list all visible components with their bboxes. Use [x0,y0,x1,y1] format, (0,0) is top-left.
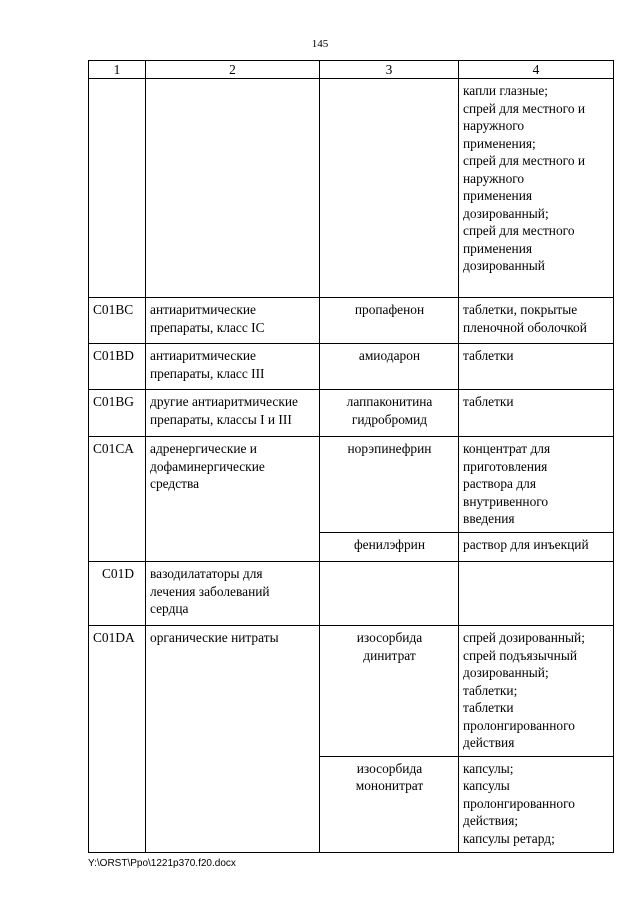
dosage-form-cell [459,437,614,533]
drug-table [88,60,614,853]
group-cell [146,79,320,298]
inn-cell [320,390,459,437]
dosage-form-cell [459,344,614,390]
dosage-form-cell [459,626,614,757]
column-header: 2 [146,61,320,79]
group-line: антиаритмические [150,302,256,317]
dosage-form-line: пленочной оболочкой [463,319,587,335]
group-line: препараты, класс IC [150,319,265,335]
dosage-form-line: таблетки, покрытые [463,302,578,317]
group-cell [146,344,320,390]
atc-code-cell: C01BD [89,344,146,390]
inn-line: норэпинефрин [347,441,432,456]
inn-line: фенилэфрин [353,537,425,552]
table-row [89,437,614,533]
table-row [89,344,614,390]
dosage-form-line: действия [463,735,515,750]
dosage-form-cell [459,562,614,626]
inn-cell [320,756,459,852]
dosage-form-line: таблетки [463,700,514,715]
group-line: препараты, классы I и III [150,411,292,427]
dosage-form-cell [459,533,614,562]
inn-cell [320,626,459,757]
dosage-form-line: спрей для местного и [463,100,586,116]
table-header-row [89,61,614,79]
group-line: антиаритмические [150,348,256,363]
dosage-form-line: таблетки [463,348,514,363]
inn-cell [320,79,459,298]
inn-line: амиодарон [358,348,421,363]
dosage-form-line: капсулы; [463,760,514,776]
dosage-form-line: таблетки; [463,682,518,698]
dosage-form-line: наружного [463,170,525,186]
dosage-form-line: спрей дозированный; [463,630,585,645]
group-cell [146,390,320,437]
inn-line: изосорбида [356,760,423,776]
table-row [89,298,614,344]
group-cell [146,562,320,626]
dosage-form-cell [459,390,614,437]
atc-code-cell: C01D [89,562,146,626]
inn-line: пропафенон [354,302,425,317]
page-number: 145 [311,38,329,50]
dosage-form-line: раствор для инъекций [463,537,589,552]
table-row [89,626,614,757]
inn-cell [320,298,459,344]
dosage-form-line: применения [463,188,533,203]
atc-code-cell: C01BG [89,390,146,437]
dosage-form-line: дозированный; [463,665,549,680]
dosage-form-line: пролонгированного [463,795,575,811]
atc-code-cell [89,79,146,298]
dosage-form-cell [459,298,614,344]
dosage-form-line: капли глазные; [463,83,548,98]
group-line: средства [150,476,200,491]
group-line: адренергические и [150,441,257,456]
column-header: 1 [89,61,146,79]
dosage-form-cell [459,79,614,298]
atc-code-cell: C01DA [89,626,146,853]
group-line: препараты, класс III [150,365,265,381]
table-row [89,79,614,298]
group-cell [146,298,320,344]
document-path-footer: Y:\ORST\Ppo\1221p370.f20.docx [88,858,236,869]
atc-code-cell: C01CA [89,437,146,562]
column-header: 3 [320,61,459,79]
dosage-form-line: действия; [463,813,519,828]
dosage-form-line: введения [463,511,515,526]
inn-line: мононитрат [355,778,424,793]
group-line: сердца [150,601,189,616]
dosage-form-cell [459,756,614,852]
table-row [89,390,614,437]
group-cell [146,437,320,562]
inn-line: гидробромид [351,411,428,427]
group-line: органические нитраты [150,630,279,645]
dosage-form-line: приготовления [463,458,548,474]
drug-table-container [88,60,613,853]
dosage-form-line: дозированный [463,258,545,273]
inn-cell [320,562,459,626]
dosage-form-line: спрей подъязычный [463,647,577,663]
inn-line: лаппаконитина [346,394,433,409]
dosage-form-line: внутривенного [463,493,549,509]
inn-line: изосорбида [356,630,423,645]
group-line: вазодилататоры для [150,566,263,581]
dosage-form-line: спрей для местного [463,223,575,238]
table-row [89,562,614,626]
atc-code-cell: C01BC [89,298,146,344]
dosage-form-line: пролонгированного [463,717,575,733]
group-cell [146,626,320,853]
group-line: дофаминергические [150,458,265,474]
dosage-form-line: концентрат для [463,441,551,456]
group-line: другие антиаритмические [150,394,298,409]
dosage-form-line: применения [463,240,533,256]
inn-cell [320,533,459,562]
inn-line: динитрат [363,647,416,663]
dosage-form-line: капсулы ретард; [463,830,555,846]
column-header: 4 [459,61,614,79]
dosage-form-line: дозированный; [463,205,549,221]
dosage-form-line: таблетки [463,394,514,409]
dosage-form-line: капсулы [463,778,510,793]
dosage-form-line: спрей для местного и [463,153,586,168]
dosage-form-line: раствора для [463,476,537,491]
dosage-form-line: применения; [463,135,536,151]
inn-cell [320,437,459,533]
inn-cell [320,344,459,390]
dosage-form-line: наружного [463,118,525,133]
group-line: лечения заболеваний [150,583,270,599]
